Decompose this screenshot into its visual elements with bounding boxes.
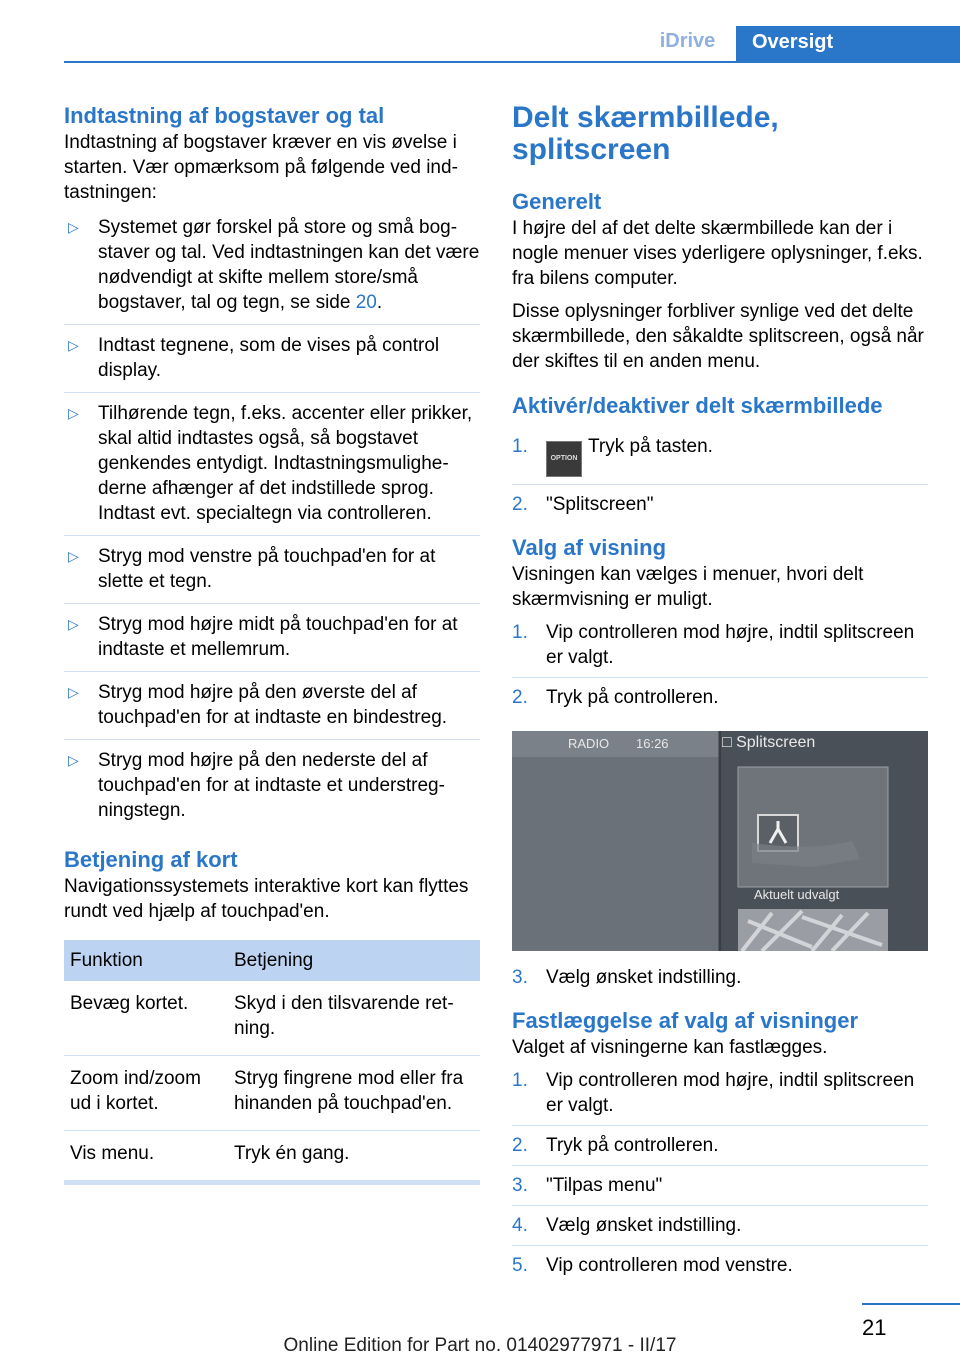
step-text: Vip controlleren mod venstre. xyxy=(546,1255,793,1276)
list-item xyxy=(64,401,480,536)
screen-splitscreen-label: □ Splitscreen xyxy=(722,734,816,751)
step-text: Vælg ønsket indstilling. xyxy=(546,967,742,988)
table-cell: Skyd i den tilsvarende retning. xyxy=(228,981,480,1056)
triangle-bullet-icon: ▷ xyxy=(68,684,79,700)
list-item xyxy=(512,492,928,524)
section-title-input: Indtastning af bogstaver og tal xyxy=(64,103,385,128)
section-title-activate: Aktivér/deaktiver delt skærmbillede xyxy=(512,393,883,418)
list-item xyxy=(64,680,480,740)
list-item xyxy=(512,965,928,997)
section-tab-idrive: iDrive xyxy=(659,30,716,52)
table-header-row xyxy=(64,940,480,981)
bullet-text: Stryg mod højre på den nederste del af touchpad'en for at indtaste et understregningstegn. xyxy=(98,750,445,821)
step-number: 2. xyxy=(512,687,528,708)
list-item xyxy=(512,620,928,678)
section-title-fix: Fastlæggelse af valg af visninger xyxy=(512,1008,859,1033)
step-number: 3. xyxy=(512,1175,528,1196)
list-item xyxy=(512,434,928,485)
step-text: Tryk på tasten. xyxy=(588,436,713,457)
step-text: Vælg ønsket indstilling. xyxy=(546,1215,742,1236)
step-text: Tryk på controlleren. xyxy=(546,687,719,708)
step-text: Tryk på controlleren. xyxy=(546,1135,719,1156)
table-cell: Stryg fingrene mod eller fra hinanden på touchpad'en. xyxy=(228,1056,480,1131)
triangle-bullet-icon: ▷ xyxy=(68,752,79,768)
view-intro: Visningen kan vælges i menuer, hvori delt skærmvisning er muligt. xyxy=(512,564,864,610)
footer-rule xyxy=(862,1303,960,1305)
table-row xyxy=(64,1056,480,1131)
fix-intro: Valget af visningerne kan fastlægges. xyxy=(512,1037,828,1058)
step-number: 2. xyxy=(512,1135,528,1156)
list-item xyxy=(64,748,480,832)
bullet-text-end: . xyxy=(376,292,383,313)
bullet-text: Stryg mod højre på den øverste del af touchpad'en for at indtaste en bindestreg. xyxy=(98,682,448,728)
right-column xyxy=(512,102,928,1292)
table-cell: Vis menu. xyxy=(64,1131,228,1183)
step-number: 5. xyxy=(512,1255,528,1276)
general-paragraph: Disse oplysninger forbliver synlige ved det delte skærmbillede, den såkaldte splitscreen, også når der skiftes til en anden menu. xyxy=(512,301,924,372)
page-number: 21 xyxy=(862,1315,887,1340)
list-item xyxy=(512,1253,928,1285)
triangle-bullet-icon: ▷ xyxy=(68,548,79,564)
triangle-bullet-icon: ▷ xyxy=(68,337,79,353)
step-text: "Splitscreen" xyxy=(546,494,654,515)
general-paragraph: I højre del af det delte skærmbillede kan der i nogle menuer vises yderligere oplysninger, f.eks. fra bilens computer. xyxy=(512,218,923,289)
step-number: 1. xyxy=(512,1070,528,1091)
list-item xyxy=(512,1173,928,1206)
list-item xyxy=(512,1133,928,1166)
bullet-text: Indtast tegnene, som de vises på control display. xyxy=(98,335,440,381)
fix-steps xyxy=(512,1068,928,1285)
bullet-text: Systemet gør forskel på store og små bogstaver og tal. Ved indtastningen kan det være nødvendigt at skifte mellem store/små bogstaver, tal og tegn, se side xyxy=(98,217,480,313)
triangle-bullet-icon: ▷ xyxy=(68,616,79,632)
section-intro-map: Navigationssystemets interaktive kort kan flyttes rundt ved hjælp af touchpad'en. xyxy=(64,876,469,922)
option-key-icon: OPTION xyxy=(546,441,582,477)
screen-time: 16:26 xyxy=(636,736,669,751)
step-number: 2. xyxy=(512,494,528,515)
list-item xyxy=(64,612,480,672)
table-row xyxy=(64,1131,480,1183)
section-intro-input: Indtastning af bogstaver kræver en vis øvelse i starten. Vær opmærksom på følgende ved indtastningen: xyxy=(64,132,458,203)
list-item xyxy=(512,1213,928,1246)
page-section-title: Delt skærmbillede, splitscreen xyxy=(512,101,779,166)
step-number: 1. xyxy=(512,436,528,457)
bullet-text: Tilhørende tegn, f.eks. accenter eller prikker, skal altid indtastes også, så bogstavet genkendes entydigt. Indtastningsmulighederne afhænger af det indstillede sprog. Indtast evt. specialtegn via controlleren. xyxy=(98,403,473,524)
map-operation-table xyxy=(64,940,480,1185)
bullet-text: Stryg mod højre midt på touchpad'en for at indtaste et mellemrum. xyxy=(98,614,458,660)
step-text: Vip controlleren mod højre, indtil splitscreen er valgt. xyxy=(546,1070,915,1116)
list-item xyxy=(512,1068,928,1126)
step-text: "Tilpas menu" xyxy=(546,1175,663,1196)
bullet-text: Stryg mod venstre på touchpad'en for at slette et tegn. xyxy=(98,546,436,592)
section-title-view: Valg af visning xyxy=(512,535,667,560)
list-item xyxy=(64,215,480,325)
screen-current-label: Aktuelt udvalgt xyxy=(754,887,840,902)
view-steps-continued xyxy=(512,965,928,997)
column-header: Funktion xyxy=(64,940,228,981)
view-steps xyxy=(512,620,928,717)
list-item xyxy=(64,544,480,604)
section-tab-oversigt: Oversigt xyxy=(736,26,960,62)
list-item xyxy=(512,685,928,717)
table-cell: Tryk én gang. xyxy=(228,1131,480,1183)
input-bullet-list xyxy=(64,215,480,832)
screen-radio-label: RADIO xyxy=(568,736,610,751)
table-row xyxy=(64,981,480,1056)
list-item xyxy=(64,333,480,393)
section-title-map: Betjening af kort xyxy=(64,847,238,872)
column-header: Betjening xyxy=(228,940,480,981)
step-number: 3. xyxy=(512,967,528,988)
table-cell: Bevæg kortet. xyxy=(64,981,228,1056)
page-header xyxy=(0,26,960,62)
step-number: 1. xyxy=(512,622,528,643)
header-rule xyxy=(64,61,960,63)
page-link[interactable]: 20 xyxy=(355,292,377,313)
splitscreen-screenshot xyxy=(512,731,928,951)
step-number: 4. xyxy=(512,1215,528,1236)
triangle-bullet-icon: ▷ xyxy=(68,405,79,421)
table-cell: Zoom ind/zoom ud i kortet. xyxy=(64,1056,228,1131)
triangle-bullet-icon: ▷ xyxy=(68,219,79,235)
activate-steps xyxy=(512,434,928,524)
left-column xyxy=(64,102,480,1185)
edition-footer: Online Edition for Part no. 01402977971 - II/17 xyxy=(283,1335,677,1356)
step-text: Vip controlleren mod højre, indtil splitscreen er valgt. xyxy=(546,622,915,668)
section-title-general: Generelt xyxy=(512,189,602,214)
